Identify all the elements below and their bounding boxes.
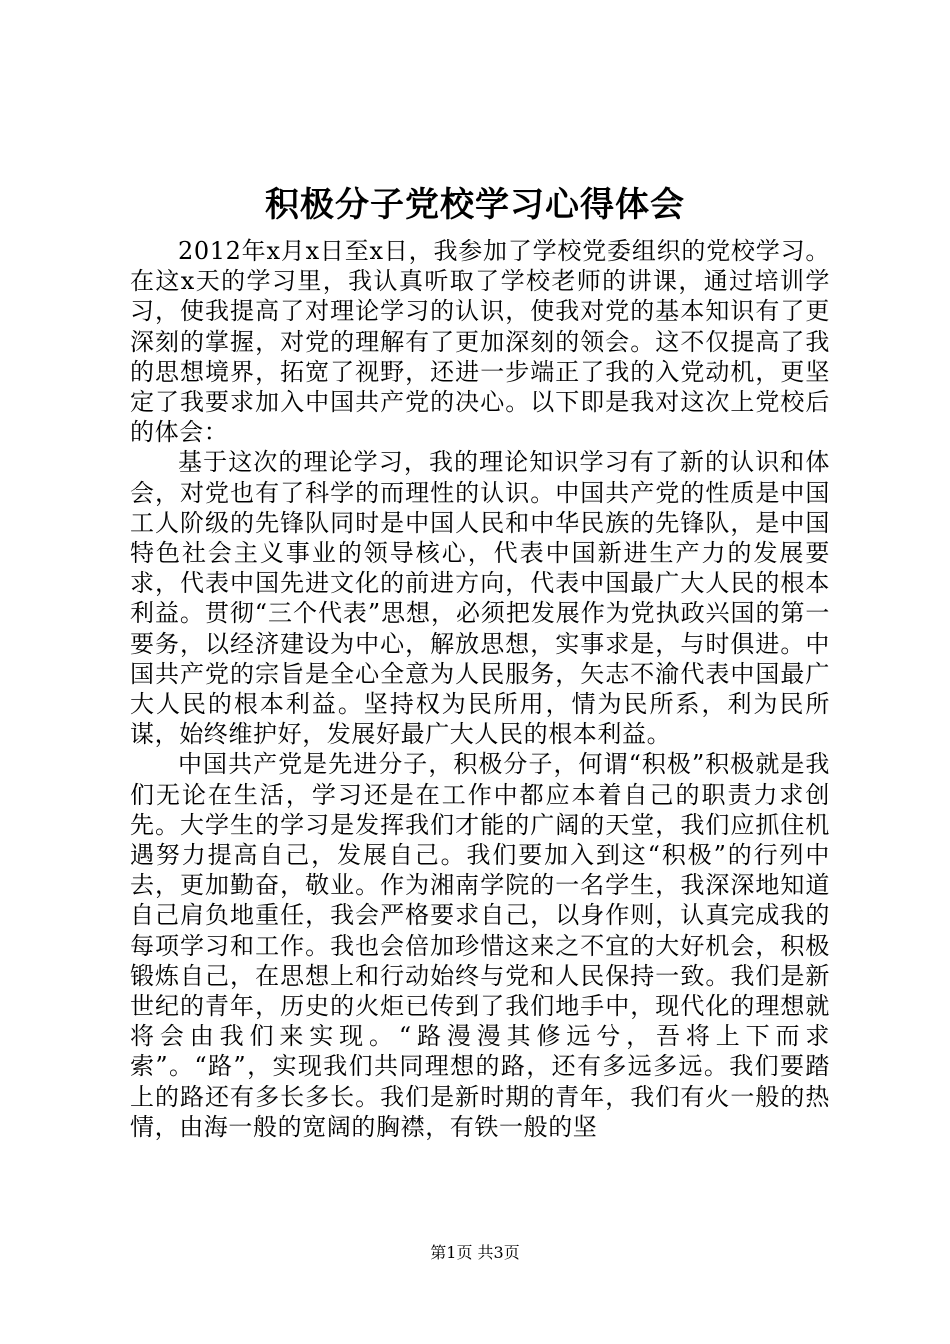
document-title: 积极分子党校学习心得体会 [265,185,685,225]
paragraph-2: 基于这次的理论学习，我的理论知识学习有了新的认识和体会，对党也有了科学的而理性的认识。中国共产党的性质是中国工人阶级的先锋队同时是中国人民和中华民族的先锋队，是中国特色社会主义事业的领导核心，代表中国新进生产力的发展要求，代表中国先进文化的前进方向，代表中国最广大人民的根本利益。贯彻“三个代表”思想，必须把发展作为党执政兴国的第一要务，以经济建设为中心，解放思想，实事求是，与时俱进。中国共产党的宗旨是全心全意为人民服务，矢志不渝代表中国最广大人民的根本利益。坚持权为民所用，情为民所系，利为民所谋，始终维护好，发展好最广大人民的根本利益。 [130,448,830,749]
paragraph-3: 中国共产党是先进分子，积极分子，何谓“积极”积极就是我们无论在生活，学习还是在工作中都应本着自己的职责力求创先。大学生的学习是发挥我们才能的广阔的天堂，我们应抓住机遇努力提高自己，发展自己。我们要加入到这“积极”的行列中去，更加勤奋，敬业。作为湘南学院的一名学生，我深深地知道自己肩负地重任，我会严格要求自己，以身作则，认真完成我的每项学习和工作。我也会倍加珍惜这来之不宜的大好机会，积极锻炼自己，在思想上和行动始终与党和人民保持一致。我们是新世纪的青年，历史的火炬已传到了我们地手中，现代化的理想就将会由我们来实现。“路漫漫其修远兮，吾将上下而求索”。“路”，实现我们共同理想的路，还有多远多远。我们要踏上的路还有多长多长。我们是新时期的青年，我们有火一般的热情，由海一般的宽阔的胸襟，有铁一般的坚 [130,750,830,1141]
paragraph-1: 2012年x月x日至x日，我参加了学校党委组织的党校学习。在这x天的学习里，我认真听取了学校老师的讲课，通过培训学习，使我提高了对理论学习的认识，使我对党的基本知识有了更深刻的掌握，对党的理解有了更加深刻的领会。这不仅提高了我的思想境界，拓宽了视野，还进一步端正了我的入党动机，更坚定了我要求加入中国共产党的决心。以下即是我对这次上党校后的体会： [130,237,830,447]
page-number-footer: 第1页 共3页 [430,1243,520,1262]
document-body [130,236,830,1142]
